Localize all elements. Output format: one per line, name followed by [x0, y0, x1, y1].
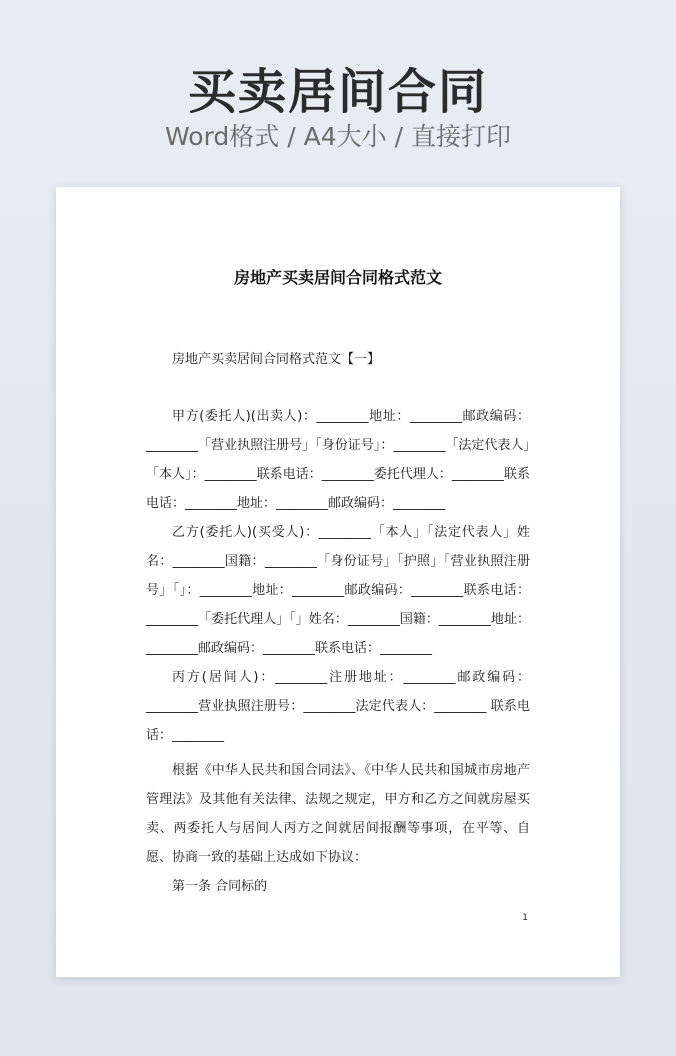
- document-page: [56, 187, 620, 977]
- party-a-paragraph: 甲方(委托人)(出卖人)：________地址：________邮政编码：________「营业执照注册号」「身份证号」：________「法定代表人」「本人」：________联系电话：________委托代理人：________联系电话：________地址：________邮政编码：________: [146, 409, 530, 511]
- document-body: [146, 345, 530, 901]
- section-heading: 房地产买卖居间合同格式范文【一】: [172, 352, 381, 367]
- article-1-heading: 第一条 合同标的: [172, 879, 268, 894]
- page-number: 1: [522, 913, 528, 923]
- banner-title: 买卖居间合同: [187, 64, 488, 120]
- document-title: 房地产买卖居间合同格式范文: [233, 268, 442, 287]
- party-b-paragraph: 乙方(委托人)(买受人)：________「本人」「法定代表人」姓名：________国籍：________「身份证号」「护照」「营业执照注册号」「」：________地址：________邮政编码：________联系电话：________「委托代理人」「」姓名：________国籍：________地址：________邮政编码：________联系电话：________: [146, 525, 530, 656]
- preamble-paragraph: 根据《中华人民共和国合同法》、《中华人民共和国城市房地产管理法》及其他有关法律、法规之规定，甲方和乙方之间就房屋买卖、两委托人与居间人丙方之间就居间报酬等事项，在平等、自愿、协商一致的基础上达成如下协议：: [146, 763, 530, 865]
- banner-subtitle: Word格式 / A4大小 / 直接打印: [165, 122, 511, 151]
- party-c-paragraph: 丙方(居间人)：________注册地址：________邮政编码：________营业执照注册号：________法定代表人：________ 联系电话：________: [146, 670, 530, 743]
